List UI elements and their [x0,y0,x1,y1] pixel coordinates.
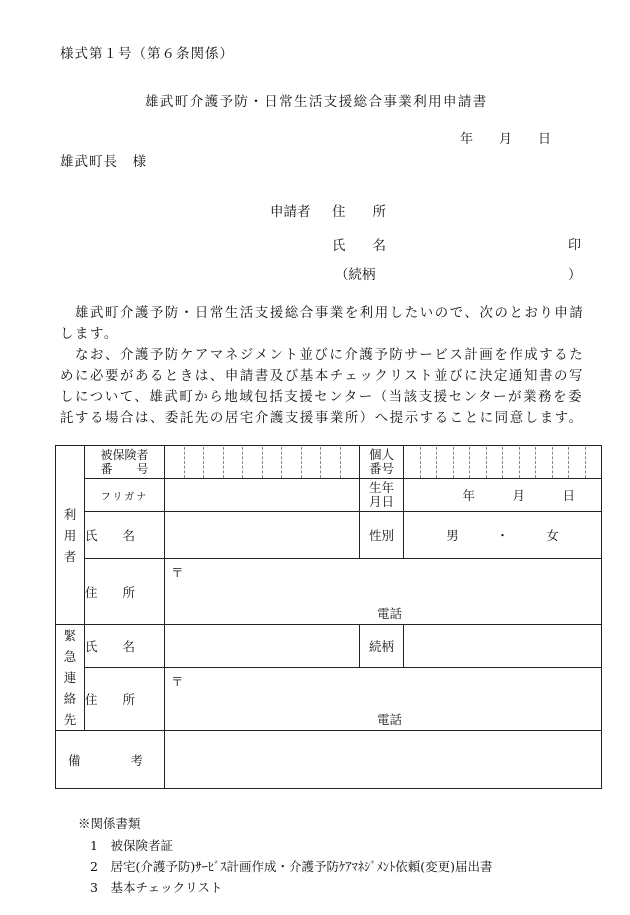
user-name-label: 氏 名 [85,512,165,559]
postal-mark: 〒 [171,565,184,580]
furigana-field[interactable] [165,479,360,512]
document-item-1: 1 被保険者証 [90,838,173,853]
consent-paragraph-2: なお、介護予防ケアマネジメント並びに介護予防サービス計画を作成するために必要があるときは、申請書及び基本チェックリスト並びに決定通知書の写しについて、雄武町から地域包括支援センター（当該支援センターが業務を委託する場合は、委託先の居宅介護支援事業所）へ提示することに同意します。 [60,348,585,426]
document-item-3: 3 基本チェックリスト [90,880,223,895]
relation-close: ） [568,267,582,283]
user-address-label: 住 所 [85,559,165,625]
furigana-label: フリガナ [85,479,165,512]
personal-number-label: 個人番号 [360,446,404,479]
user-name-field[interactable] [165,512,360,559]
phone-label: 電話 [377,606,403,621]
birth-date-field[interactable]: 年 月 日 [404,479,602,512]
remarks-label: 備 考 [56,731,165,789]
documents-heading: ※関係書類 [78,816,141,831]
applicant-name-label: 氏 名 [332,238,386,254]
birth-date-label: 生年月日 [360,479,404,512]
user-address-field[interactable] [165,559,602,625]
seal-mark: 印 [568,238,582,253]
insured-number-label: 被保険者番 号 [85,446,165,479]
remarks-field[interactable] [165,731,602,789]
insured-number-field[interactable] [165,446,360,479]
emergency-phone-label: 電話 [377,712,403,727]
relation-field[interactable] [404,625,602,668]
emergency-section-label: 緊急連絡先 [56,625,85,731]
personal-number-field[interactable] [404,446,602,479]
addressee: 雄武町長 様 [60,154,147,170]
emergency-address-label: 住 所 [85,667,165,730]
emergency-address-field[interactable] [165,667,602,730]
applicant-address-label: 住 所 [332,204,386,220]
gender-options[interactable]: 男 ・ 女 [404,512,602,559]
consent-paragraph-1: 雄武町介護予防・日常生活支援総合事業を利用したいので、次のとおり申請します。 [60,306,585,342]
form-number: 様式第１号（第６条関係） [60,46,234,62]
applicant-label: 申請者 [270,204,311,220]
relation-label: 続柄 [360,625,404,668]
emergency-name-field[interactable] [165,625,360,668]
page-title: 雄武町介護予防・日常生活支援総合事業利用申請書 [145,94,488,110]
date-line: 年 月 日 [460,132,552,147]
emergency-postal-mark: 〒 [171,673,184,689]
emergency-name-label: 氏 名 [85,625,165,668]
document-item-2: 2 居宅(介護予防)ｻｰﾋﾞｽ計画作成・介護予防ｹｱﾏﾈｼﾞﾒﾝﾄ依頼(変更)届出書 [90,859,493,874]
user-section-label: 利用者 [56,446,85,625]
application-table [55,445,602,789]
gender-label: 性別 [360,512,404,559]
relation-open: （続柄 [335,267,376,283]
